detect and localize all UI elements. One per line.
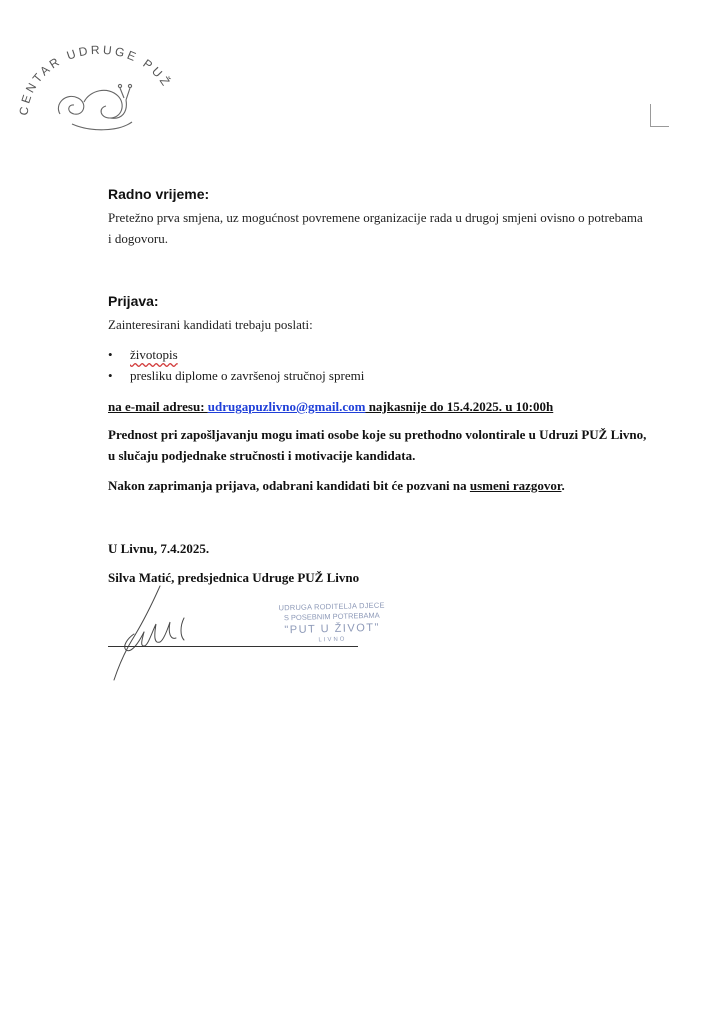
place-date: U Livnu, 7.4.2025. bbox=[108, 541, 210, 556]
stamp-line-2: S POSEBNIM POTREBAMA bbox=[283, 610, 380, 623]
signature-line bbox=[108, 646, 358, 647]
svg-text:CENTAR UDRUGE PUŽ bbox=[17, 43, 175, 116]
email-line bbox=[108, 396, 648, 417]
center-logo bbox=[14, 42, 184, 142]
deadline-text: najkasnije do 15.4.2025. u 10:00h bbox=[365, 399, 554, 414]
signatory: Silva Matić, predsjednica Udruge PUŽ Livno bbox=[108, 570, 360, 585]
snail-icon bbox=[58, 84, 132, 129]
organization-stamp bbox=[261, 600, 402, 646]
interview-prefix: Nakon zaprimanja prijava, odabrani kandidati bit će pozvani na bbox=[108, 478, 470, 493]
logo-text: CENTAR UDRUGE PUŽ bbox=[16, 42, 175, 117]
list-item-diploma: presliku diplome o završenoj stručnoj spremi bbox=[130, 368, 365, 383]
stamp-line-1: UDRUGA RODITELJA DJECE bbox=[278, 600, 385, 613]
application-heading: Prijava: bbox=[108, 293, 159, 309]
work-hours-heading: Radno vrijeme: bbox=[108, 186, 210, 202]
interview-suffix: . bbox=[561, 478, 565, 493]
page-corner-mark bbox=[650, 104, 669, 127]
stamp-line-3: "PUT U ŽIVOT" bbox=[284, 621, 381, 637]
stamp-line-4: LIVNO bbox=[318, 636, 347, 644]
priority-text: Prednost pri zapošljavanju mogu imati osobe koje su prethodno volontirale u Udruzi PUŽ Livno, u slučaju podjednake stručnosti i motivacije kandidata. bbox=[108, 427, 647, 463]
application-intro: Zainteresirani kandidati trebaju poslati: bbox=[108, 317, 313, 332]
required-documents-list bbox=[108, 344, 364, 386]
interview-underlined: usmeni razgovor bbox=[469, 478, 562, 493]
work-hours-text: Pretežno prva smjena, uz mogućnost povremene organizacije rada u drugoj smjeni ovisno o potrebama i dogovoru. bbox=[108, 210, 643, 246]
list-item-cv: životopis bbox=[130, 347, 178, 362]
handwritten-signature bbox=[104, 584, 214, 684]
list-item bbox=[108, 365, 364, 386]
email-prefix: na e-mail adresu: bbox=[108, 399, 208, 414]
list-item bbox=[108, 344, 364, 365]
email-link[interactable]: udrugapuzlivno@gmail.com bbox=[207, 399, 366, 414]
interview-text bbox=[108, 475, 648, 496]
